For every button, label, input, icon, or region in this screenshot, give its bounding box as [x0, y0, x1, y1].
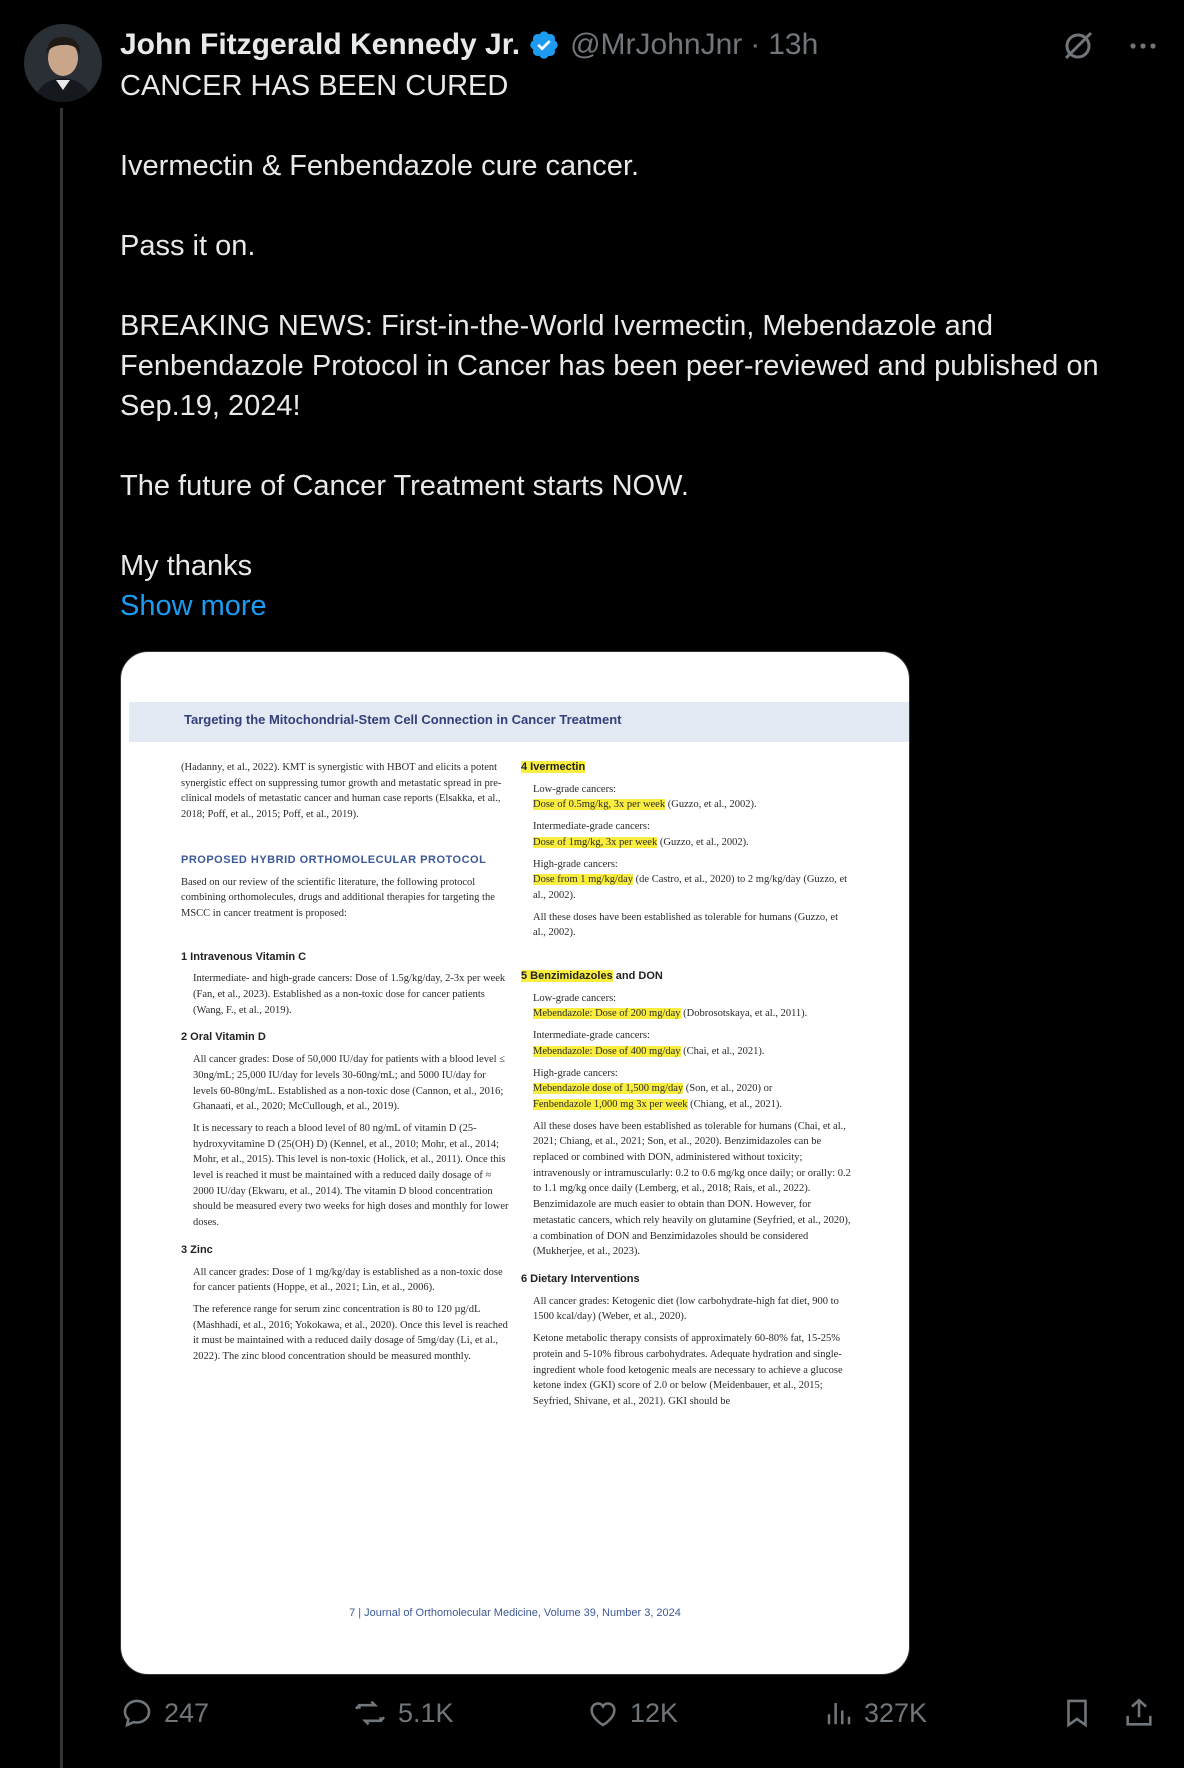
views-button[interactable] [824, 1696, 927, 1730]
document-left-column [181, 760, 511, 1371]
doc-heading: 6 Dietary Interventions [521, 1272, 640, 1285]
doc-heading: 1 Intravenous Vitamin C [181, 950, 307, 963]
reply-count: 247 [164, 1697, 210, 1728]
doc-heading: 4 Ivermectin [521, 761, 586, 773]
doc-heading: 2 Oral Vitamin D [181, 1031, 266, 1044]
doc-heading: 5 Benzimidazoles [521, 970, 613, 983]
repost-button[interactable] [352, 1696, 454, 1730]
document-footer: 7 | Journal of Orthomolecular Medicine, Volume 39, Number 3, 2024 [349, 1607, 681, 1619]
doc-paragraph: The reference range for serum zinc concentration is 80 to 120 µg/dL (Mashhadi, et al., 2016; Yokokawa, et al., 2020). Once this level is reached it must be maintained with a reduced daily dosage of 5mg/day (Li, et al., 2022). The zinc blood concentration should be measured monthly. [193, 1303, 508, 1363]
repost-icon [352, 1696, 388, 1730]
doc-paragraph: Based on our review of the scientific literature, the following protocol combining orthomolecules, drugs and additional therapies for targeting the MSCC in cancer treatment is proposed: [181, 876, 495, 919]
doc-paragraph: All cancer grades: Ketogenic diet (low carbohydrate-high fat diet, 900 to 1500 kcal/day) (Weber, et al., 2020). [533, 1295, 839, 1323]
share-button[interactable] [1122, 1696, 1166, 1730]
author-handle[interactable]: @MrJohnJnr [570, 28, 743, 61]
doc-paragraph: All cancer grades: Dose of 50,000 IU/day for patients with a blood level ≤ 30ng/mL; 25,000 IU/day for levels 30-60ng/mL; and 5000 IU/day for levels 60-80ng/mL. Established as a non-toxic dose (Cannon, et al., 2016; Ghanaati, et al., 2020; McCullough, et al., 2019). [193, 1054, 505, 1113]
doc-ref: (Chai, et al., 2021). [680, 1045, 765, 1057]
doc-ref: (Chiang, et al., 2021). [687, 1098, 783, 1110]
author-name[interactable]: John Fitzgerald Kennedy Jr. [120, 28, 521, 61]
doc-paragraph: Ketone metabolic therapy consists of approximately 60-80% fat, 15-25% protein and 5-10% fibrous carbohydrates. Adequate hydration and single-ingredient whole food ketogenic meals are necessary to achieve a glucose ketone index (GKI) score of 2.0 or below (Meidenbauer, et al., 2015; Seyfried, Shivane, et al., 2021). GKI should be [533, 1333, 843, 1407]
tweet-line: CANCER HAS BEEN CURED [120, 70, 509, 102]
document-header: Targeting the Mitochondrial-Stem Cell Connection in Cancer Treatment [184, 712, 622, 727]
tweet-header [120, 22, 1160, 68]
share-icon [1122, 1696, 1156, 1730]
tweet-line: Ivermectin & Fenbendazole cure cancer. [120, 150, 640, 182]
doc-paragraph: All these doses have been established as tolerable for humans (Guzzo, et al., 2002). [533, 911, 838, 939]
highlighted-dose: Dose from 1 mg/kg/day [533, 874, 634, 886]
doc-paragraph: All these doses have been established as tolerable for humans (Chai, et al., 2021; Chiang, et al., 2021; Son, et al., 2020). Benzimidazoles can be replaced or combined with DON, administered without toxicity; intravenously or intramuscularly: 0.2 to 0.6 mg/kg once daily; or orally: 0.2 to 1.1 mg/kg once daily (Lemberg, et al., 2018; Rais, et al., 2022). Benzimidazole are much easier to obtain than DON. However, for metastatic cancers, which rely heavily on glutamine (Seyfried, et al., 2020), a combination of DON and Benzimidazoles should be considered (Mukherjee, et al., 2023). [533, 1120, 851, 1258]
attached-image[interactable] [120, 651, 910, 1675]
show-more-link[interactable]: Show more [120, 590, 267, 622]
doc-label: Intermediate-grade cancers: [533, 1030, 650, 1042]
tweet-line: My thanks [120, 550, 253, 582]
highlighted-dose: Mebendazole dose of 1,500 mg/day [533, 1083, 684, 1095]
doc-label: Intermediate-grade cancers: [533, 821, 650, 833]
bookmark-button[interactable] [1060, 1696, 1104, 1730]
views-icon [824, 1696, 854, 1730]
avatar[interactable] [24, 24, 102, 102]
tweet-text [120, 66, 1170, 626]
timestamp[interactable]: 13h [768, 28, 819, 61]
bookmark-icon [1060, 1696, 1094, 1730]
reply-icon [120, 1696, 154, 1730]
like-icon [586, 1696, 620, 1730]
like-button[interactable] [586, 1696, 678, 1730]
doc-ref: (Guzzo, et al., 2002). [665, 799, 757, 811]
doc-heading-rest: and DON [612, 970, 663, 983]
more-icon[interactable] [1126, 29, 1160, 71]
doc-ref: (Son, et al., 2020) or [683, 1083, 773, 1095]
like-count: 12K [630, 1697, 679, 1728]
document-right-column [521, 760, 851, 1416]
doc-heading: PROPOSED HYBRID ORTHOMOLECULAR PROTOCOL [181, 853, 487, 866]
highlighted-dose: Mebendazole: Dose of 200 mg/day [533, 1008, 681, 1020]
doc-paragraph: It is necessary to reach a blood level of 80 ng/mL of vitamin D (25-hydroxyvitamine D (25(OH) D) (Kennel, et al., 2010; Mohr, et al., 2014; Mohr, et al., 2015). This level is non-toxic (Holick, et al., 2011). Once this level is reached it must be maintained with a reduced daily dosage of ≈ 2000 IU/day (Ekwaru, et al., 2014). The vitamin D blood concentration should be measured every two weeks for high doses and monthly for lower doses. [193, 1122, 509, 1229]
highlighted-dose: Fenbendazole 1,000 mg 3x per week [533, 1098, 688, 1110]
doc-ref: (Dobrosotskaya, et al., 2011). [680, 1008, 808, 1020]
doc-heading: 3 Zinc [181, 1243, 213, 1256]
doc-ref: (Guzzo, et al., 2002). [657, 836, 749, 848]
doc-paragraph: All cancer grades: Dose of 1 mg/kg/day is established as a non-toxic dose for cancer patients (Hoppe, et al., 2021; Lin, et al., 2006). [193, 1266, 503, 1294]
highlighted-dose: Dose of 0.5mg/kg, 3x per week [533, 799, 666, 811]
doc-label: Low-grade cancers: [533, 992, 617, 1004]
doc-paragraph: Intermediate- and high-grade cancers: Dose of 1.5g/kg/day, 2-3x per week (Fan, et al., 2023). Established as a non-toxic dose for cancer patients (Wang, F., et al., 2019). [193, 973, 506, 1016]
highlighted-dose: Mebendazole: Dose of 400 mg/day [533, 1045, 681, 1057]
tweet-line: The future of Cancer Treatment starts NOW. [120, 470, 689, 502]
doc-label: High-grade cancers: [533, 858, 618, 870]
doc-label: Low-grade cancers: [533, 783, 617, 795]
tweet-line: Pass it on. [120, 230, 256, 262]
reply-button[interactable] [120, 1696, 209, 1730]
action-bar [120, 1696, 1160, 1746]
doc-label: High-grade cancers: [533, 1067, 618, 1079]
doc-paragraph: (Hadanny, et al., 2022). KMT is synergistic with HBOT and elicits a potent synergistic effect on suppressing tumor growth and metastatic spread in pre-clinical models of metastatic cancer and human case reports (Elsakka, et al., 2018; Poff, et al., 2015; Poff, et al., 2019). [181, 762, 502, 821]
highlighted-dose: Dose of 1mg/kg, 3x per week [533, 836, 658, 848]
repost-count: 5.1K [398, 1697, 454, 1728]
verified-badge-icon [528, 29, 560, 61]
views-count: 327K [864, 1697, 928, 1728]
tweet-line: BREAKING NEWS: First-in-the-World Ivermectin, Mebendazole and Fenbendazole Protocol in Cancer has been peer-reviewed and published on Sep.19, 2024! [120, 310, 1099, 422]
thread-line [60, 108, 63, 1768]
doc-ref: (de Castro, et al., 2020) to 2 mg/kg/day (Guzzo, et al., 2002). [533, 874, 848, 901]
separator: · [750, 28, 761, 61]
